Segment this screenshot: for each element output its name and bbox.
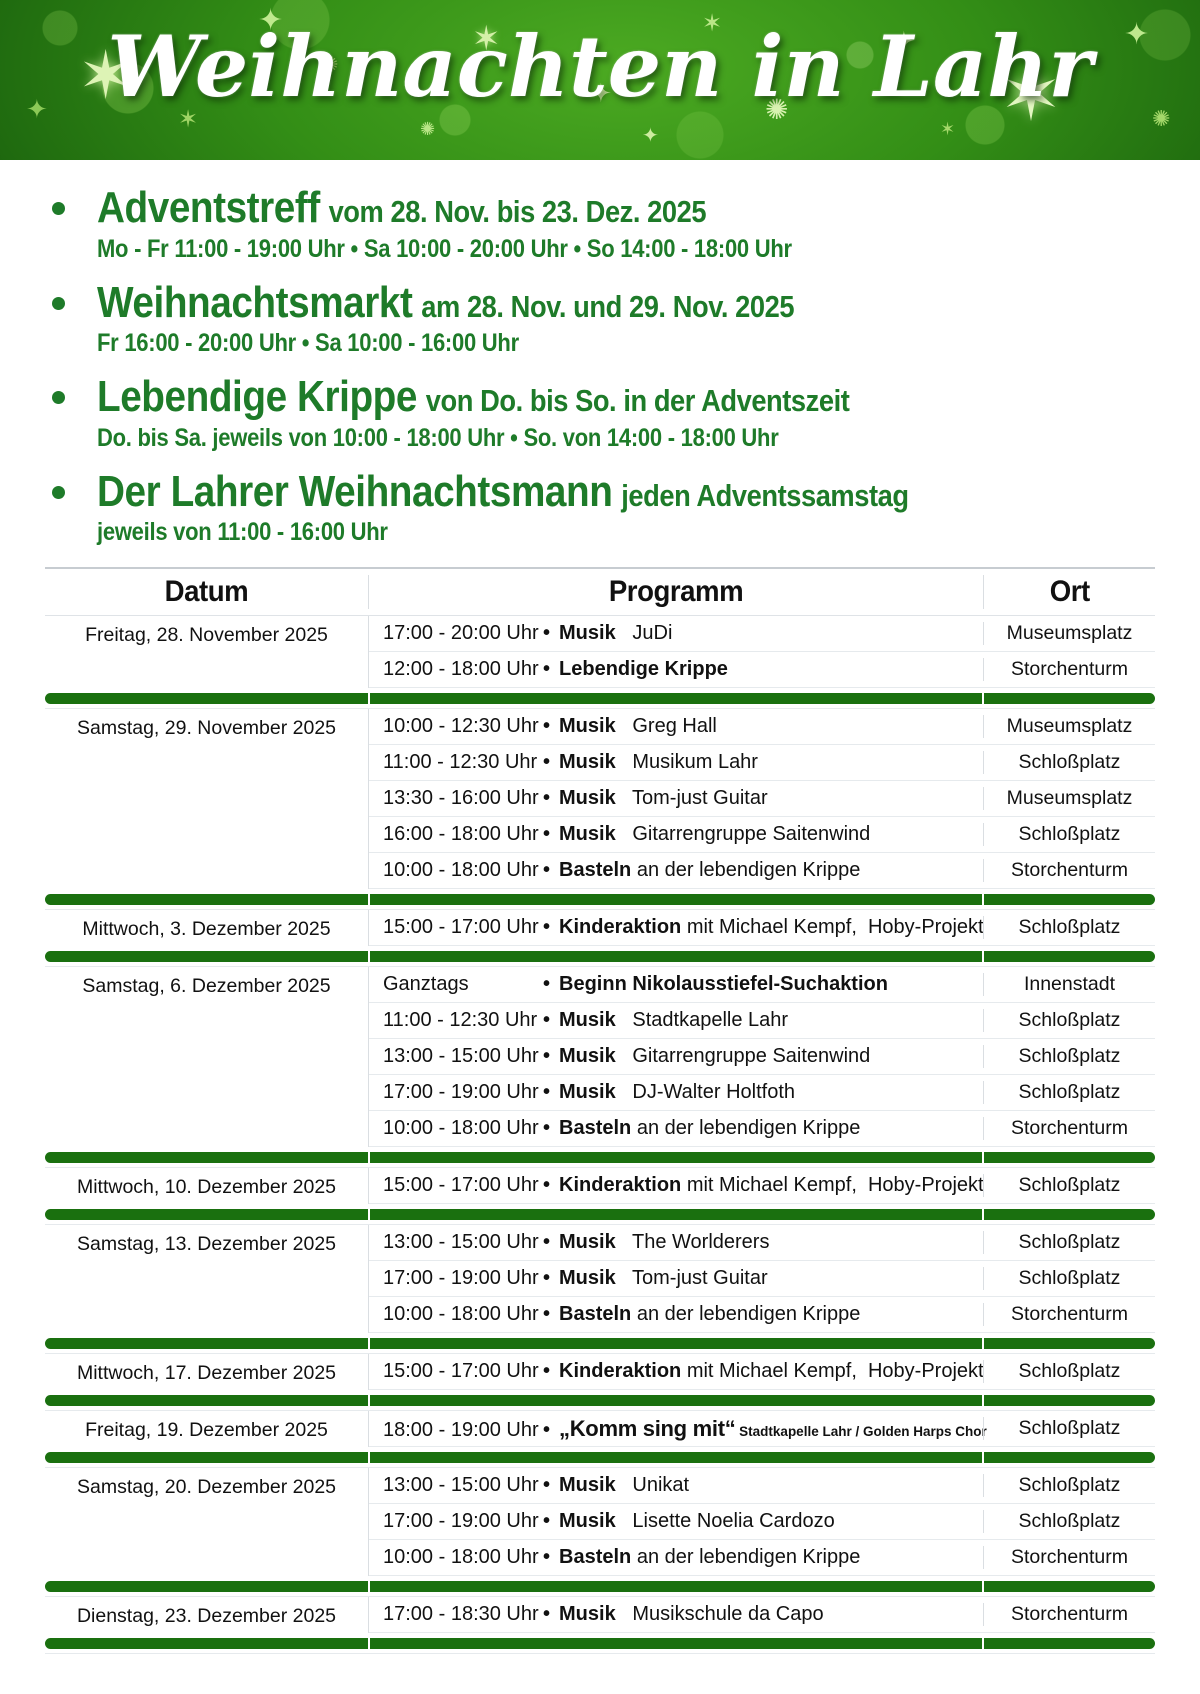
program-cell: 13:30 - 16:00 Uhr • Musik Tom-just Guitar (383, 787, 768, 810)
group-divider (45, 1633, 1155, 1654)
program-cell: 12:00 - 18:00 Uhr • Lebendige Krippe (383, 658, 728, 681)
program-cell: 10:00 - 18:00 Uhr • Basteln an der lebendigen Krippe (383, 1117, 861, 1140)
table-row (369, 781, 1155, 817)
date-cell: Samstag, 6. Dezember 2025 (45, 967, 369, 1147)
ort-cell: Schloßplatz (983, 1417, 1155, 1440)
table-row (369, 1540, 1155, 1576)
program-cell: 17:00 - 19:00 Uhr • Musik DJ-Walter Holtfoth (383, 1081, 795, 1104)
program-cell: 10:00 - 18:00 Uhr • Basteln an der lebendigen Krippe (383, 1303, 861, 1326)
program-cell: 18:00 - 19:00 Uhr • „Komm sing mit“ Stadtkapelle Lahr / Golden Harps Chor (383, 1415, 987, 1441)
date-cell: Freitag, 19. Dezember 2025 (45, 1411, 369, 1447)
ort-cell: Schloßplatz (983, 1360, 1155, 1383)
table-row (369, 1168, 1155, 1204)
program-cell: 15:00 - 17:00 Uhr • Kinderaktion mit Michael Kempf, Hoby-Projekt (383, 1360, 984, 1383)
ort-cell: Schloßplatz (983, 1474, 1155, 1497)
program-cell: 17:00 - 19:00 Uhr • Musik Lisette Noelia Cardozo (383, 1510, 835, 1533)
date-cell: Samstag, 13. Dezember 2025 (45, 1225, 369, 1333)
program-cell: 10:00 - 12:30 Uhr • Musik Greg Hall (383, 715, 717, 738)
group-divider (45, 1447, 1155, 1468)
list-item (52, 279, 1200, 359)
date-cell: Mittwoch, 3. Dezember 2025 (45, 910, 369, 946)
bullet-icon (52, 391, 65, 404)
ort-cell: Schloßplatz (983, 1510, 1155, 1533)
event-title: Der Lahrer Weihnachtsmann (97, 466, 613, 516)
event-summary-list (0, 160, 1200, 547)
table-row (369, 616, 1155, 652)
program-cell: 17:00 - 18:30 Uhr • Musik Musikschule da Capo (383, 1603, 824, 1626)
table-row (369, 1111, 1155, 1147)
schedule-group (45, 910, 1155, 946)
ort-cell: Storchenturm (983, 1117, 1155, 1140)
group-divider (45, 1147, 1155, 1168)
event-body (97, 468, 1019, 548)
event-times: jeweils von 11:00 - 16:00 Uhr (97, 518, 388, 547)
event-times: Fr 16:00 - 20:00 Uhr • Sa 10:00 - 16:00 Uhr (97, 329, 519, 358)
ort-cell: Schloßplatz (983, 1009, 1155, 1032)
event-times: Mo - Fr 11:00 - 19:00 Uhr • Sa 10:00 - 20:00 Uhr • So 14:00 - 18:00 Uhr (97, 234, 792, 263)
schedule-group (45, 1468, 1155, 1576)
group-divider (45, 1333, 1155, 1354)
table-row (369, 853, 1155, 889)
date-cell: Mittwoch, 10. Dezember 2025 (45, 1168, 369, 1204)
event-dates: am 28. Nov. und 29. Nov. 2025 (421, 288, 795, 324)
ort-cell: Schloßplatz (983, 1231, 1155, 1254)
bullet-icon (52, 486, 65, 499)
star-icon (642, 126, 659, 146)
column-header-datum: Datum (45, 575, 369, 609)
date-cell: Mittwoch, 17. Dezember 2025 (45, 1354, 369, 1390)
event-dates: jeden Adventssamstag (621, 477, 909, 513)
ort-cell: Schloßplatz (983, 1267, 1155, 1290)
table-row (369, 967, 1155, 1003)
ort-cell: Museumsplatz (983, 787, 1155, 810)
program-cell: 15:00 - 17:00 Uhr • Kinderaktion mit Michael Kempf, Hoby-Projekt (383, 916, 984, 939)
schedule-group (45, 1411, 1155, 1447)
table-row (369, 1039, 1155, 1075)
star-icon (420, 120, 435, 138)
event-times: Do. bis Sa. jeweils von 10:00 - 18:00 Uhr • So. von 14:00 - 18:00 Uhr (97, 423, 779, 452)
ort-cell: Storchenturm (983, 859, 1155, 882)
ort-cell: Innenstadt (983, 973, 1155, 996)
program-cell: 17:00 - 19:00 Uhr • Musik Tom-just Guitar (383, 1267, 768, 1290)
table-row (369, 1261, 1155, 1297)
schedule-table (45, 567, 1155, 1654)
event-dates: von Do. bis So. in der Adventszeit (425, 383, 850, 419)
table-row (369, 1504, 1155, 1540)
ort-cell: Storchenturm (983, 1603, 1155, 1626)
column-header-ort: Ort (983, 575, 1155, 609)
program-cell: Ganztags • Beginn Nikolausstiefel-Suchaktion (383, 973, 888, 996)
table-row (369, 1003, 1155, 1039)
ort-cell: Storchenturm (983, 1546, 1155, 1569)
program-cell: 13:00 - 15:00 Uhr • Musik The Worlderers (383, 1231, 770, 1254)
program-cell: 16:00 - 18:00 Uhr • Musik Gitarrengruppe Saitenwind (383, 823, 871, 846)
event-body (97, 184, 887, 264)
group-divider (45, 1576, 1155, 1597)
table-row (369, 709, 1155, 745)
date-cell: Freitag, 28. November 2025 (45, 616, 369, 688)
schedule-group (45, 967, 1155, 1147)
list-item (52, 184, 1200, 264)
date-cell: Samstag, 29. November 2025 (45, 709, 369, 889)
schedule-group (45, 1597, 1155, 1633)
star-icon (940, 120, 955, 138)
event-title: Weihnachtsmarkt (97, 277, 413, 327)
ort-cell: Schloßplatz (983, 1174, 1155, 1197)
event-body (97, 279, 889, 359)
column-header-programm: Programm (608, 575, 744, 609)
list-item (52, 373, 1200, 453)
table-row (369, 745, 1155, 781)
ort-cell: Schloßplatz (983, 823, 1155, 846)
program-cell: 10:00 - 18:00 Uhr • Basteln an der lebendigen Krippe (383, 859, 861, 882)
schedule-group (45, 616, 1155, 688)
page-title: Weihnachten in Lahr (107, 17, 1093, 116)
event-title: Adventstreff (97, 183, 320, 232)
event-dates: vom 28. Nov. bis 23. Dez. 2025 (328, 194, 707, 229)
program-cell: 13:00 - 15:00 Uhr • Musik Gitarrengruppe Saitenwind (383, 1045, 871, 1068)
table-row (369, 1597, 1155, 1633)
table-row (369, 1075, 1155, 1111)
schedule-group (45, 1225, 1155, 1333)
group-divider (45, 688, 1155, 709)
bullet-icon (52, 297, 65, 310)
program-cell: 13:00 - 15:00 Uhr • Musik Unikat (383, 1474, 690, 1497)
list-item (52, 468, 1200, 548)
ort-cell: Museumsplatz (983, 622, 1155, 645)
ort-cell: Storchenturm (983, 1303, 1155, 1326)
table-row (369, 1468, 1155, 1504)
ort-cell: Schloßplatz (983, 751, 1155, 774)
program-cell: 11:00 - 12:30 Uhr • Musik Musikum Lahr (383, 751, 758, 774)
table-row (369, 910, 1155, 946)
program-cell: 15:00 - 17:00 Uhr • Kinderaktion mit Michael Kempf, Hoby-Projekt (383, 1174, 984, 1197)
schedule-group (45, 1168, 1155, 1204)
program-cell: 11:00 - 12:30 Uhr • Musik Stadtkapelle Lahr (383, 1009, 789, 1032)
ort-cell: Schloßplatz (983, 1081, 1155, 1104)
table-row (369, 652, 1155, 688)
group-divider (45, 946, 1155, 967)
schedule-group (45, 1354, 1155, 1390)
event-title: Lebendige Krippe (97, 372, 417, 422)
group-divider (45, 889, 1155, 910)
program-cell: 10:00 - 18:00 Uhr • Basteln an der lebendigen Krippe (383, 1546, 861, 1569)
table-row (369, 1354, 1155, 1390)
date-cell: Dienstag, 23. Dezember 2025 (45, 1597, 369, 1633)
ort-cell: Schloßplatz (983, 916, 1155, 939)
table-row (369, 1411, 1155, 1447)
ort-cell: Storchenturm (983, 658, 1155, 681)
schedule-group (45, 709, 1155, 889)
group-divider (45, 1390, 1155, 1411)
bullet-icon (52, 202, 65, 215)
ort-cell: Schloßplatz (983, 1045, 1155, 1068)
table-row (369, 1297, 1155, 1333)
table-row (369, 817, 1155, 853)
event-body (97, 373, 952, 453)
table-row (369, 1225, 1155, 1261)
group-divider (45, 1204, 1155, 1225)
table-header-row (45, 567, 1155, 616)
date-cell: Samstag, 20. Dezember 2025 (45, 1468, 369, 1576)
program-cell: 17:00 - 20:00 Uhr • Musik JuDi (383, 622, 673, 645)
header-banner (0, 0, 1200, 160)
ort-cell: Museumsplatz (983, 715, 1155, 738)
